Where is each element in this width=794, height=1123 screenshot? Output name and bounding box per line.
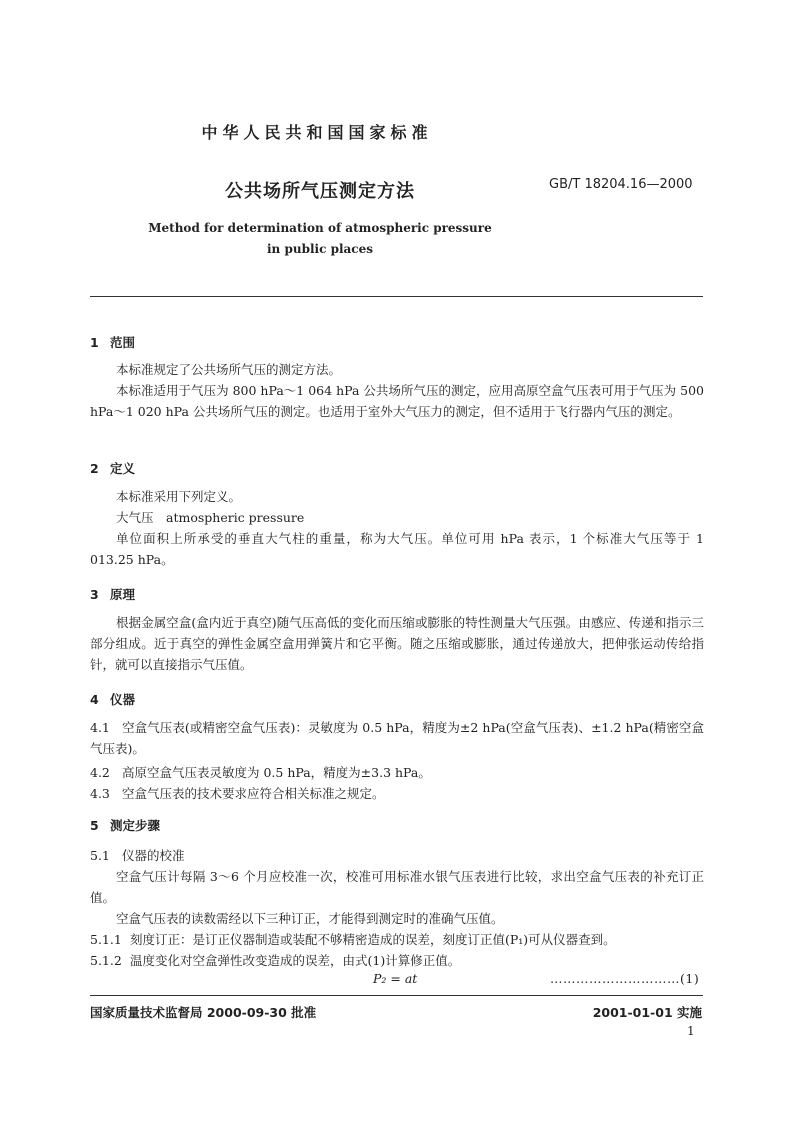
clause-text: 刻度订正：是订正仪器制造或装配不够精密造成的误差，刻度订正值(P₁)可从仪器查到。	[130, 932, 616, 947]
clause-text: 高原空盒气压表灵敏度为 0.5 hPa，精度为±3.3 hPa。	[122, 765, 431, 780]
clause-number: 5.1.2	[90, 953, 122, 968]
section-2-para-1: 本标准采用下列定义。	[116, 489, 242, 504]
section-2-definition: 单位面积上所承受的垂直大气柱的重量，称为大气压。单位可用 hPa 表示，1 个标准大气压等于 1 013.25 hPa。	[90, 531, 704, 567]
clause-number: 5.1.1	[90, 932, 122, 947]
section-4-heading	[90, 690, 135, 708]
section-3-heading	[90, 585, 135, 603]
clause-text: 仪器的校准	[122, 848, 185, 863]
clause-number: 4.2	[90, 765, 110, 780]
section-number: 1	[90, 335, 99, 350]
clause-number: 4.3	[90, 786, 110, 801]
section-2-heading	[90, 459, 135, 477]
clause-4-3	[90, 783, 704, 804]
equation-number: …………………………(1)	[550, 971, 700, 986]
section-3-para-1: 根据金属空盒(盒内近于真空)随气压高低的变化而压缩或膨胀的特性测量大气压强。由感应、传递和指示三部分组成。近于真空的弹性金属空盒用弹簧片和它平衡。随之压缩或膨胀，通过传递放大，把伸张运动传给指针，就可以直接指示气压值。	[90, 615, 704, 672]
section-5-heading	[90, 816, 160, 834]
footer-divider	[90, 995, 703, 996]
clause-4-1	[90, 717, 704, 759]
section-title: 仪器	[110, 692, 136, 707]
clause-text: 空盒气压表(或精密空盒气压表)：灵敏度为 0.5 hPa，精度为±2 hPa(空盒气压表)、±1.2 hPa(精密空盒气压表)。	[90, 720, 704, 756]
section-5-para-2: 空盒气压表的读数需经以下三种订正，才能得到测定时的准确气压值。	[116, 911, 504, 926]
approval-statement: 国家质量技术监督局 2000-09-30 批准	[90, 1005, 317, 1020]
standard-title-chinese: 公共场所气压测定方法	[225, 181, 415, 202]
section-number: 2	[90, 461, 99, 476]
standard-title-english-line2: in public places	[267, 242, 373, 256]
section-title: 原理	[110, 587, 136, 602]
implementation-date: 2001-01-01 实施	[592, 1005, 702, 1020]
issuing-nation: 中华人民共和国国家标准	[201, 123, 433, 142]
clause-5-1	[90, 845, 704, 866]
section-1-para-1: 本标准规定了公共场所气压的测定方法。	[116, 362, 342, 377]
section-1-para-2: 本标准适用于气压为 800 hPa～1 064 hPa 公共场所气压的测定，应用高原空盒气压表可用于气压为 500 hPa～1 020 hPa 公共场所气压的测定。也适用于室外大气压力的测定，但不适用于飞行器内气压的测定。	[90, 383, 704, 419]
clause-4-2	[90, 762, 704, 783]
section-title: 范围	[110, 335, 136, 350]
clause-number: 4.1	[90, 720, 110, 735]
section-number: 4	[90, 692, 99, 707]
section-number: 3	[90, 587, 99, 602]
clause-number: 5.1	[90, 848, 110, 863]
section-title: 测定步骤	[110, 818, 161, 833]
clause-5-1-2	[90, 950, 704, 971]
standard-title-english-line1: Method for determination of atmospheric pressure	[148, 221, 492, 235]
standard-number: GB/T 18204.16—2000	[549, 177, 693, 192]
clause-text: 温度变化对空盒弹性改变造成的误差，由式(1)计算修正值。	[130, 953, 461, 968]
formula-1: P₂ = at	[373, 971, 418, 986]
clause-5-1-1	[90, 929, 704, 950]
section-2-term: 大气压 atmospheric pressure	[116, 510, 305, 525]
page-number: 1	[687, 1024, 695, 1038]
section-title: 定义	[110, 461, 136, 476]
section-1-heading	[90, 333, 135, 351]
section-5-para-1: 空盒气压计每隔 3～6 个月应校准一次，校准可用标准水银气压表进行比较，求出空盒气压表的补充订正值。	[90, 869, 704, 905]
header-divider	[90, 296, 703, 297]
section-number: 5	[90, 818, 99, 833]
clause-text: 空盒气压表的技术要求应符合相关标准之规定。	[122, 786, 385, 801]
